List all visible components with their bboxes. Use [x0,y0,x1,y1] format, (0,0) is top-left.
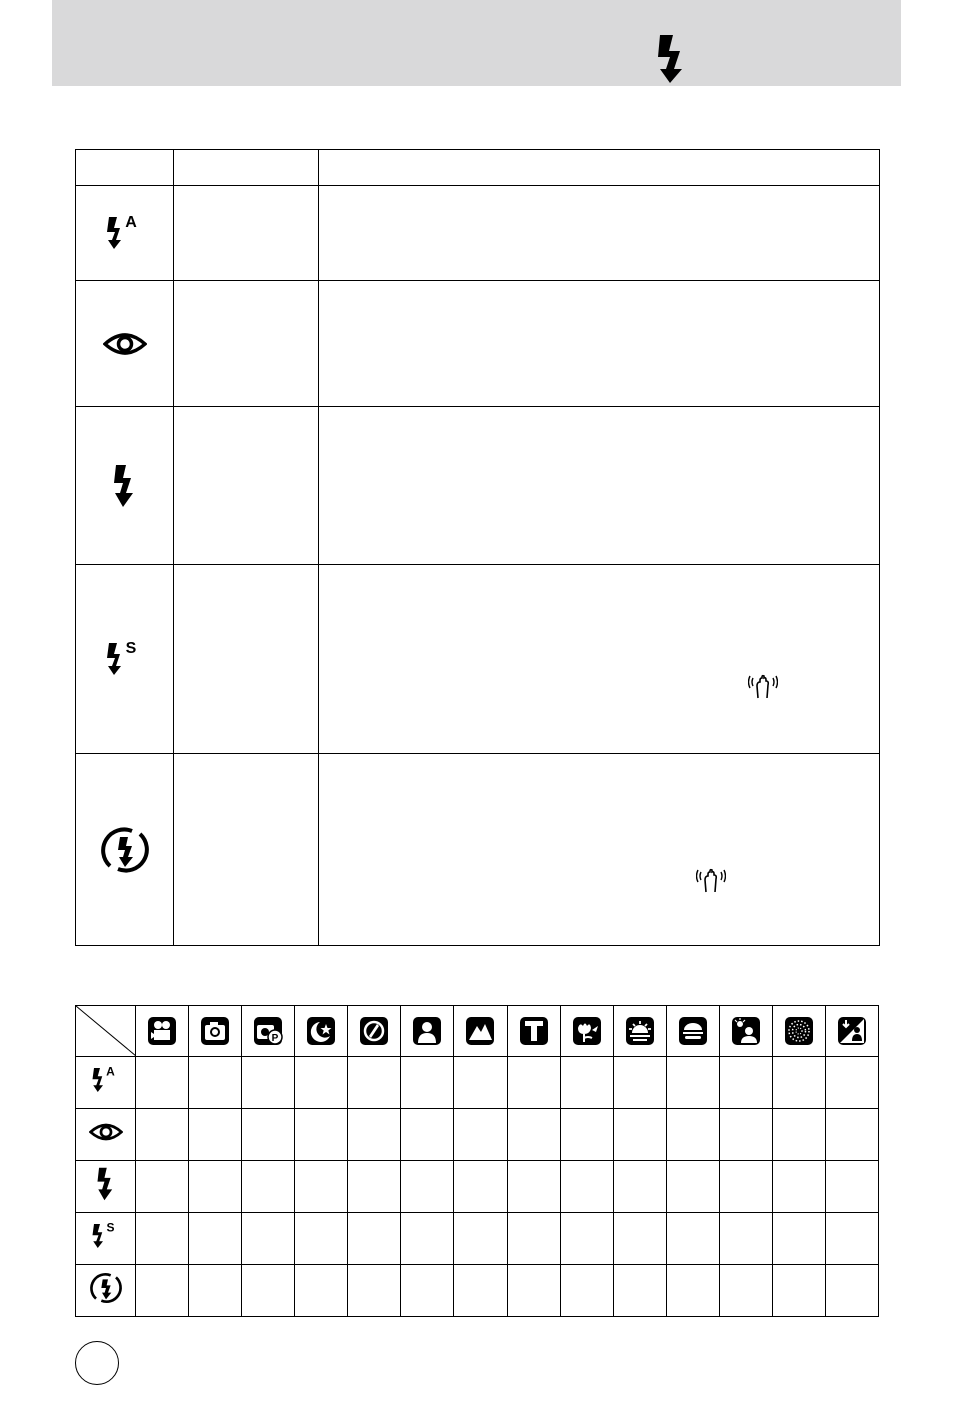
grid-cell [825,1265,878,1317]
mode-name-cell [174,754,319,946]
description-cell [319,281,880,407]
grid-cell [560,1161,613,1213]
grid-cell [666,1057,719,1109]
grid-cell [666,1109,719,1161]
grid-cell [136,1057,189,1109]
auto-camera-icon [200,1016,230,1046]
grid-cell [295,1057,348,1109]
grid-cell [189,1213,242,1265]
page-number-circle [75,1341,119,1385]
grid-col-header [136,1006,189,1057]
description-cell [319,565,880,754]
grid-cell [136,1109,189,1161]
table-row [76,565,880,754]
grid-cell [719,1213,772,1265]
grid-cell [348,1161,401,1213]
grid-cell [613,1265,666,1317]
grid-cell [454,1109,507,1161]
description-cell [319,186,880,281]
grid-col-header [719,1006,772,1057]
camera-shake-icon [696,866,726,894]
header-cell-description [319,150,880,186]
grid-cell [772,1265,825,1317]
grid-cell [401,1057,454,1109]
program-icon [253,1016,283,1046]
fill-in-flash-icon [111,464,139,508]
grid-row-header [76,1213,136,1265]
grid-cell [401,1161,454,1213]
fireworks-icon [784,1016,814,1046]
grid-col-header [772,1006,825,1057]
flash-mode-table [75,149,880,946]
grid-cell [507,1057,560,1109]
close-up-icon [572,1016,602,1046]
grid-cell [560,1057,613,1109]
header-cell-icon [76,150,174,186]
grid-cell [189,1265,242,1317]
night-portrait-icon [359,1016,389,1046]
grid-row [76,1057,879,1109]
grid-cell [719,1161,772,1213]
mode-name-cell [174,186,319,281]
grid-cell [666,1161,719,1213]
grid-cell [666,1213,719,1265]
grid-cell [825,1109,878,1161]
header-band [52,0,901,86]
grid-cell [242,1109,295,1161]
mode-name-cell [174,565,319,754]
grid-header-row [76,1006,879,1057]
beach-snow-icon [837,1016,867,1046]
grid-cell [401,1213,454,1265]
grid-row [76,1161,879,1213]
grid-cell [560,1265,613,1317]
grid-col-header [560,1006,613,1057]
grid-cell [560,1109,613,1161]
grid-cell [825,1213,878,1265]
grid-cell [613,1213,666,1265]
mode-name-cell [174,407,319,565]
table-row [76,186,880,281]
grid-cell [189,1109,242,1161]
grid-col-header [242,1006,295,1057]
grid-cell [348,1265,401,1317]
grid-cell [136,1161,189,1213]
grid-cell [295,1213,348,1265]
grid-cell [719,1057,772,1109]
grid-cell [454,1057,507,1109]
portrait-icon [412,1016,442,1046]
table-row [76,281,880,407]
grid-cell [507,1265,560,1317]
grid-cell [719,1109,772,1161]
diagonal-divider [76,1006,136,1056]
icon-cell [76,407,174,565]
grid-col-header [401,1006,454,1057]
flash-bolt-icon [656,35,686,83]
red-eye-reduction-icon [89,1121,123,1143]
grid-row [76,1265,879,1317]
grid-cell [560,1213,613,1265]
grid-row [76,1109,879,1161]
icon-cell [76,186,174,281]
grid-cell [507,1213,560,1265]
grid-cell [772,1161,825,1213]
grid-cell [772,1109,825,1161]
grid-cell [348,1109,401,1161]
movie-clip-icon [147,1016,177,1046]
icon-cell [76,281,174,407]
night-scene-icon [306,1016,336,1046]
grid-cell [825,1161,878,1213]
fill-in-flash-icon [95,1167,117,1201]
grid-cell [348,1213,401,1265]
grid-corner-cell [76,1006,136,1057]
grid-col-header [825,1006,878,1057]
grid-row-header [76,1109,136,1161]
camera-shake-icon [748,672,778,700]
grid-row-header [76,1265,136,1317]
grid-cell [666,1265,719,1317]
header-cell-mode [174,150,319,186]
grid-cell [242,1265,295,1317]
svg-text:S: S [106,1220,115,1235]
grid-row-header [76,1161,136,1213]
svg-text:P: P [271,1033,279,1044]
grid-col-header [666,1006,719,1057]
grid-cell [825,1057,878,1109]
sunset-icon [625,1016,655,1046]
grid-cell [772,1213,825,1265]
grid-cell [348,1057,401,1109]
table-row [76,407,880,565]
grid-cell [719,1265,772,1317]
grid-col-header [454,1006,507,1057]
grid-cell [613,1161,666,1213]
description-cell [319,407,880,565]
grid-cell [454,1161,507,1213]
backlight-icon [731,1016,761,1046]
mode-availability-grid [75,1005,879,1317]
grid-cell [242,1161,295,1213]
grid-cell [401,1109,454,1161]
flash-off-icon [98,825,152,875]
grid-cell [189,1161,242,1213]
grid-col-header [189,1006,242,1057]
grid-col-header [348,1006,401,1057]
landscape-icon [465,1016,495,1046]
mode-name-cell [174,281,319,407]
grid-col-header [613,1006,666,1057]
grid-col-header [295,1006,348,1057]
grid-cell [772,1057,825,1109]
grid-row [76,1213,879,1265]
grid-cell [242,1057,295,1109]
grid-cell [507,1161,560,1213]
grid-cell [295,1161,348,1213]
grid-row-header [76,1057,136,1109]
flash-off-icon [88,1271,124,1305]
slow-sync-icon [105,637,145,681]
grid-cell [613,1109,666,1161]
grid-cell [454,1213,507,1265]
flash-auto-icon [105,211,145,255]
grid-cell [454,1265,507,1317]
grid-cell [136,1213,189,1265]
table-row [76,754,880,946]
svg-text:A: A [105,1064,115,1079]
svg-text:S: S [125,640,136,657]
icon-cell [76,754,174,946]
grid-cell [189,1057,242,1109]
grid-cell [295,1109,348,1161]
table-header-row [76,150,880,186]
grid-cell [507,1109,560,1161]
description-cell [319,754,880,946]
grid-cell [242,1213,295,1265]
grid-cell [136,1265,189,1317]
grid-cell [613,1057,666,1109]
flash-auto-icon [91,1063,121,1097]
text-icon [519,1016,549,1046]
grid-cell [295,1265,348,1317]
slow-sync-icon [91,1219,121,1253]
svg-text:A: A [124,214,137,231]
dawn-icon [678,1016,708,1046]
grid-cell [401,1265,454,1317]
grid-col-header [507,1006,560,1057]
red-eye-reduction-icon [103,330,147,358]
icon-cell [76,565,174,754]
